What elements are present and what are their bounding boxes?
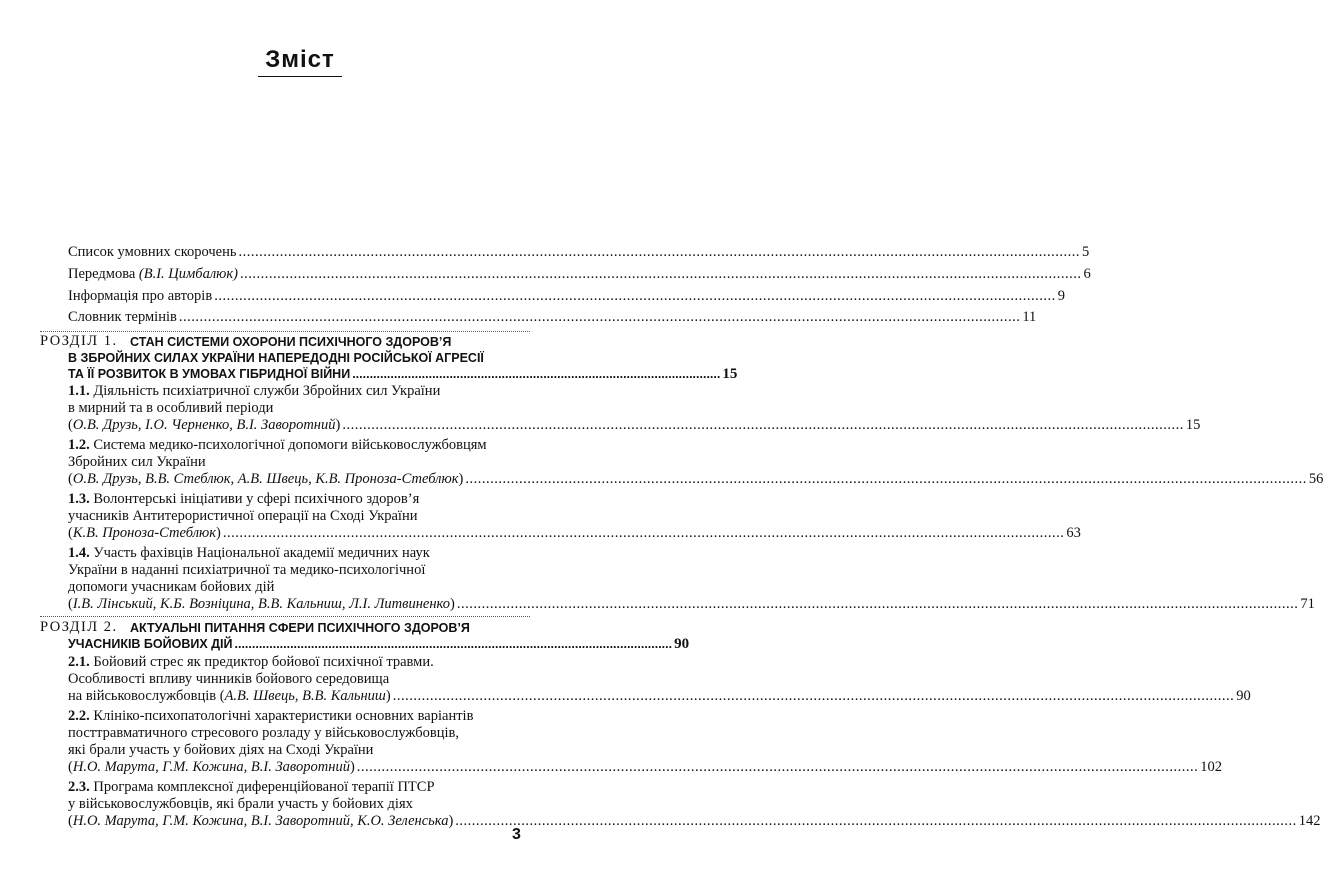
section-page: 63 [1066,525,1081,541]
page-number: 3 [512,826,521,843]
section-1-4-line[interactable]: 1.4. Участь фахівців Національної академії медичних наук [68,545,430,561]
section-2-1-last[interactable]: на військовослужбовців (А.В. Швець, В.В. Кальниш) ..... 90 [68,688,528,705]
section-1-3-authors[interactable]: (К.В. Проноза-Стеблюк) ..... 63 [68,525,528,542]
toc-entry-label: Передмова (В.І. Цимбалюк) [68,266,238,282]
toc-entry-foreword[interactable] [68,266,1091,283]
leader-dots [465,471,1307,488]
section-1-4-authors[interactable]: (І.В. Лінський, К.Б. Возніцина, В.В. Кальниш, Л.І. Литвиненко) ..... 71 [68,596,528,613]
leader-dots [214,288,1056,305]
leader-dots [223,525,1065,542]
toc-entry-label: Список умовних скорочень [68,244,237,260]
chapter-2-prefix: РОЗДІЛ 2. [40,619,118,635]
chapter-1-title-line[interactable]: В ЗБРОЙНИХ СИЛАХ УКРАЇНИ НАПЕРЕДОДНІ РОСІЙСЬКОЇ АГРЕСІЇ [68,351,484,365]
section-authors: К.В. Проноза-Стеблюк [72,525,217,541]
chapter-1-page: 15 [722,366,738,382]
section-2-1-line[interactable]: 2.1. Бойовий стрес як предиктор бойової психічної травми. [68,654,434,670]
section-2-1-line[interactable]: Особливості впливу чинників бойового середовища [68,671,390,687]
section-divider [40,331,530,332]
toc-entry-authors-info[interactable] [68,288,1065,305]
section-2-3-authors[interactable]: (Н.О. Марута, Г.М. Кожина, В.І. Заворотний, К.О. Зеленська) ..... 142 [68,813,528,830]
section-page: 71 [1300,596,1315,612]
section-1-2-authors[interactable]: (О.В. Друзь, В.В. Стеблюк, А.В. Швець, К.В. Проноза-Стеблюк) ..... 56 [68,471,528,488]
chapter-2-title-line: УЧАСНИКІВ БОЙОВИХ ДІЙ [68,637,233,651]
section-1-3-line[interactable]: 1.3. Волонтерські ініціативи у сфері психічного здоров’я [68,491,420,507]
leader-dots: .............................................................................................................................. [234,637,673,651]
leader-dots [239,244,1081,261]
toc-entry-page: 9 [1057,288,1065,304]
section-page: 102 [1200,759,1223,775]
section-2-2-line[interactable]: які брали участь у бойових діях на Сході України [68,742,374,758]
leader-dots [393,688,1235,705]
chapter-1-prefix: РОЗДІЛ 1. [40,333,118,349]
section-1-4-line[interactable]: України в наданні психіатричної та медико-психологічної [68,562,426,578]
title-underline [258,76,342,77]
toc-entry-page: 11 [1022,309,1037,325]
section-authors: А.В. Швець, В.В. Кальниш [224,688,386,704]
leader-dots [455,813,1297,830]
section-1-3-line[interactable]: учасників Антитерористичної операції на Сході України [68,508,418,524]
page-title: Зміст [265,46,335,73]
chapter-2-title-last[interactable] [68,636,690,652]
leader-dots [342,417,1184,434]
leader-dots [179,309,1021,326]
section-authors: О.В. Друзь, І.О. Черненко, В.І. Заворотний [72,417,336,433]
toc-entry-author: (В.І. Цимбалюк) [138,266,238,282]
section-page: 90 [1236,688,1251,704]
section-2-3-line[interactable]: 2.3. Програма комплексної диференційованої терапії ПТСР [68,779,435,795]
section-authors: Н.О. Марута, Г.М. Кожина, В.І. Заворотний [72,759,350,775]
section-2-2-authors[interactable]: (Н.О. Марута, Г.М. Кожина, В.І. Заворотний) ..... 102 [68,759,528,776]
section-page: 15 [1185,417,1201,433]
section-1-1-authors[interactable]: (О.В. Друзь, І.О. Черненко, В.І. Заворотний) ..... 15 [68,417,528,434]
section-page: 142 [1298,813,1321,829]
section-2-2-line[interactable]: 2.2. Клініко-психопатологічні характеристики основних варіантів [68,708,474,724]
section-2-2-line[interactable]: посттравматичного стресового розладу у військовослужбовців, [68,725,459,741]
section-1-1-line[interactable]: в мирний та в особливий періоди [68,400,274,416]
section-1-2-line[interactable]: 1.2. Система медико-психологічної допомоги військовослужбовцям [68,437,487,453]
chapter-2-title-line[interactable]: АКТУАЛЬНІ ПИТАННЯ СФЕРИ ПСИХІЧНОГО ЗДОРОВ’Я [130,621,470,635]
toc-entry-page: 6 [1083,266,1091,282]
section-authors: І.В. Лінський, К.Б. Возніцина, В.В. Кальниш, Л.І. Литвиненко [72,596,450,612]
chapter-1-title-last[interactable] [68,366,738,382]
toc-entry-label: Словник термінів [68,309,177,325]
leader-dots [240,266,1082,283]
section-1-2-line[interactable]: Збройних сил України [68,454,206,470]
chapter-2-page: 90 [674,636,690,652]
leader-dots: .......................................................................................................... [352,367,721,381]
section-page: 56 [1308,471,1323,487]
toc-entry-label: Інформація про авторів [68,288,213,304]
section-2-3-line[interactable]: у військовослужбовців, які брали участь у бойових діях [68,796,413,812]
section-authors: О.В. Друзь, В.В. Стеблюк, А.В. Швець, К.В. Проноза-Стеблюк [72,471,459,487]
chapter-1-title-line[interactable]: СТАН СИСТЕМИ ОХОРОНИ ПСИХІЧНОГО ЗДОРОВ’Я [130,335,452,349]
section-1-1-line[interactable]: 1.1. Діяльність психіатричної служби Збройних сил України [68,383,441,399]
toc-entry-glossary[interactable] [68,309,1037,326]
leader-dots [457,596,1299,613]
section-1-4-line[interactable]: допомоги учасникам бойових дій [68,579,275,595]
toc-entry-page: 5 [1082,244,1090,260]
section-authors: Н.О. Марута, Г.М. Кожина, В.І. Заворотний, К.О. Зеленська [72,813,449,829]
toc-entry-abbreviations[interactable] [68,244,1090,261]
leader-dots [357,759,1199,776]
section-divider [40,616,530,617]
chapter-1-title-line: ТА ЇЇ РОЗВИТОК В УМОВАХ ГІБРИДНОЇ ВІЙНИ [68,367,351,381]
